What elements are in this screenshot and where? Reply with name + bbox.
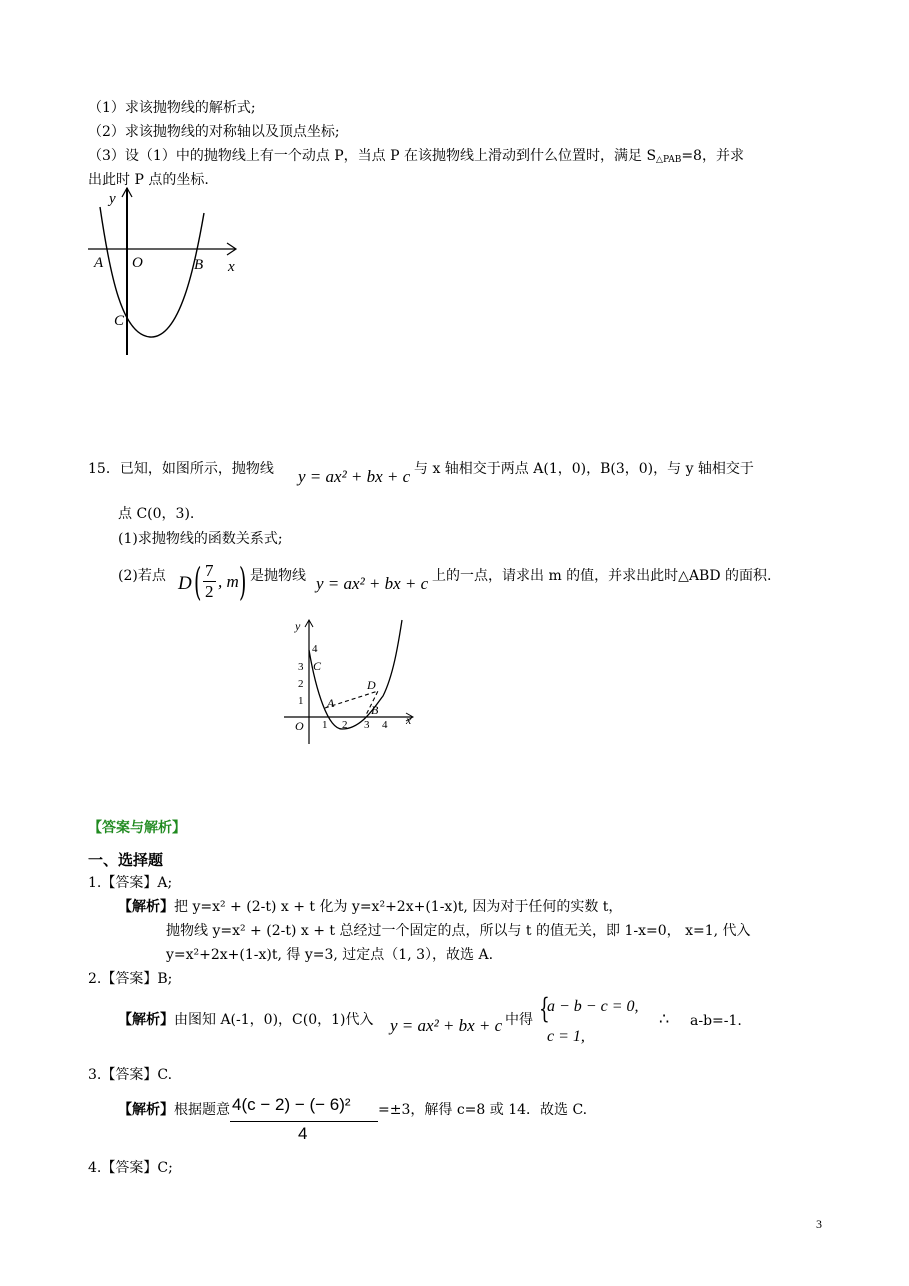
answer-1-exp-text: 把 y=x² + (2-t) x + t 化为 y=x²+2x+(1-x)t, 因为对于任何的实数 t，	[174, 899, 623, 915]
answer-2-exp-label: 【解析】	[118, 1012, 174, 1028]
q15-xtick-3: 3	[364, 719, 370, 731]
answer-2-system-eq1: a − b − c = 0,	[547, 998, 639, 1015]
q14-part3-text: （3）设（1）中的抛物线上有一个动点 P，当点 P 在该抛物线上滑动到什么位置时，满足 S	[88, 148, 657, 164]
q15-frac-den: 2	[205, 582, 214, 601]
q15-m-letter: , m	[218, 572, 239, 591]
answer-1-exp-label: 【解析】	[118, 899, 174, 915]
answer-1-explanation-line1	[118, 898, 622, 916]
q14-part2: （2）求该抛物线的对称轴以及顶点坐标;	[88, 124, 340, 140]
q15-label-C: C	[313, 659, 322, 673]
q15-parabola-figure	[278, 616, 418, 748]
q14-part1: （1）求该抛物线的解析式;	[88, 100, 256, 116]
answer-4: 4.【答案】C;	[88, 1160, 173, 1176]
q15-ytick-2: 2	[298, 678, 304, 690]
answer-3: 3.【答案】C.	[88, 1067, 173, 1083]
q14-parabola-figure	[80, 185, 250, 360]
answer-2-exp-text: 由图知 A(-1，0)，C(0，1)代入	[174, 1012, 374, 1028]
q15-label-A: A	[327, 696, 335, 710]
answer-2-zhongde: 中得	[505, 1012, 533, 1028]
answer-2-brace: {	[539, 992, 550, 1025]
answer-2-explanation	[118, 1011, 373, 1029]
q15-line2: 点 C(0，3).	[118, 506, 195, 522]
q15-right-paren: )	[239, 560, 247, 604]
q15-ytick-4: 4	[312, 643, 318, 655]
answer-3-result: =±3，解得 c=8 或 14．故选 C.	[378, 1102, 588, 1118]
answer-3-fraction-numerator: 4(c − 2) − (− 6)²	[232, 1095, 351, 1114]
q15-xtick-4: 4	[382, 719, 388, 731]
q15-label-x: x	[406, 713, 412, 727]
q15-sub2-c: 上的一点，请求出 m 的值，并求出此时△ABD 的面积.	[432, 568, 772, 584]
q14-label-y: y	[109, 191, 116, 207]
q15-D-letter: D	[178, 573, 192, 594]
answer-2-result: a-b=-1.	[690, 1013, 742, 1029]
q15-label-O: O	[295, 719, 304, 733]
answer-2-equation: y = ax² + bx + c	[390, 1016, 503, 1035]
q14-label-A: A	[94, 255, 104, 271]
answer-3-fraction-denominator: 4	[298, 1124, 308, 1143]
q15-line1-a: 15．已知，如图所示，抛物线	[88, 461, 274, 477]
q14-part3-line2: 出此时 P 点的坐标.	[88, 172, 209, 188]
q15-ytick-3: 3	[298, 661, 304, 673]
section-title: 一、选择题	[88, 851, 164, 869]
q15-sub2-equation: y = ax² + bx + c	[316, 574, 429, 593]
answer-1: 1.【答案】A;	[88, 875, 173, 891]
answer-2: 2.【答案】B;	[88, 971, 173, 987]
q14-label-x: x	[228, 259, 235, 275]
answer-1-explanation-line3: y=x²+2x+(1-x)t, 得 y=3, 过定点（1, 3），故选 A.	[166, 947, 494, 963]
q15-left-paren: (	[194, 560, 202, 604]
q15-equation: y = ax² + bx + c	[298, 467, 411, 486]
q14-label-O: O	[132, 255, 143, 271]
therefore-symbol: ∴	[659, 1009, 670, 1028]
answer-3-exp-label: 【解析】	[118, 1102, 174, 1118]
q15-xtick-2: 2	[342, 719, 348, 731]
answers-header: 【答案与解析】	[88, 820, 186, 836]
q14-label-B: B	[194, 257, 204, 273]
q14-label-C: C	[114, 313, 125, 329]
q15-sub2-b: 是抛物线	[250, 568, 306, 584]
q15-point-D	[176, 560, 250, 606]
q15-label-B: B	[371, 703, 379, 717]
page-number: 3	[816, 1217, 822, 1231]
answer-3-exp-text: 根据题意	[174, 1102, 230, 1118]
q14-part3-tail: =8，并求	[681, 148, 744, 164]
q15-label-D: D	[367, 678, 376, 692]
q14-part3-line1	[88, 147, 744, 169]
q14-part3-subscript: △PAB	[656, 155, 682, 165]
q15-sub2-a: (2)若点	[118, 568, 166, 584]
q15-parabola-curve	[309, 620, 402, 729]
q15-frac-num: 7	[205, 561, 214, 580]
answer-1-explanation-line2: 抛物线 y=x² + (2-t) x + t 总经过一个固定的点，所以与 t 的值无关，即 1-x=0， x=1, 代入	[166, 923, 751, 939]
answer-3-explanation	[118, 1101, 230, 1119]
q15-ytick-1: 1	[298, 695, 304, 707]
q15-line1-b: 与 x 轴相交于两点 A(1，0)，B(3，0)，与 y 轴相交于	[414, 461, 754, 477]
answer-3-fraction-bar	[230, 1121, 378, 1122]
q15-xtick-1: 1	[322, 719, 328, 731]
q15-label-y: y	[295, 619, 301, 633]
q15-sub1: (1)求抛物线的函数关系式;	[118, 531, 283, 547]
answer-2-system-eq2: c = 1,	[547, 1028, 585, 1045]
